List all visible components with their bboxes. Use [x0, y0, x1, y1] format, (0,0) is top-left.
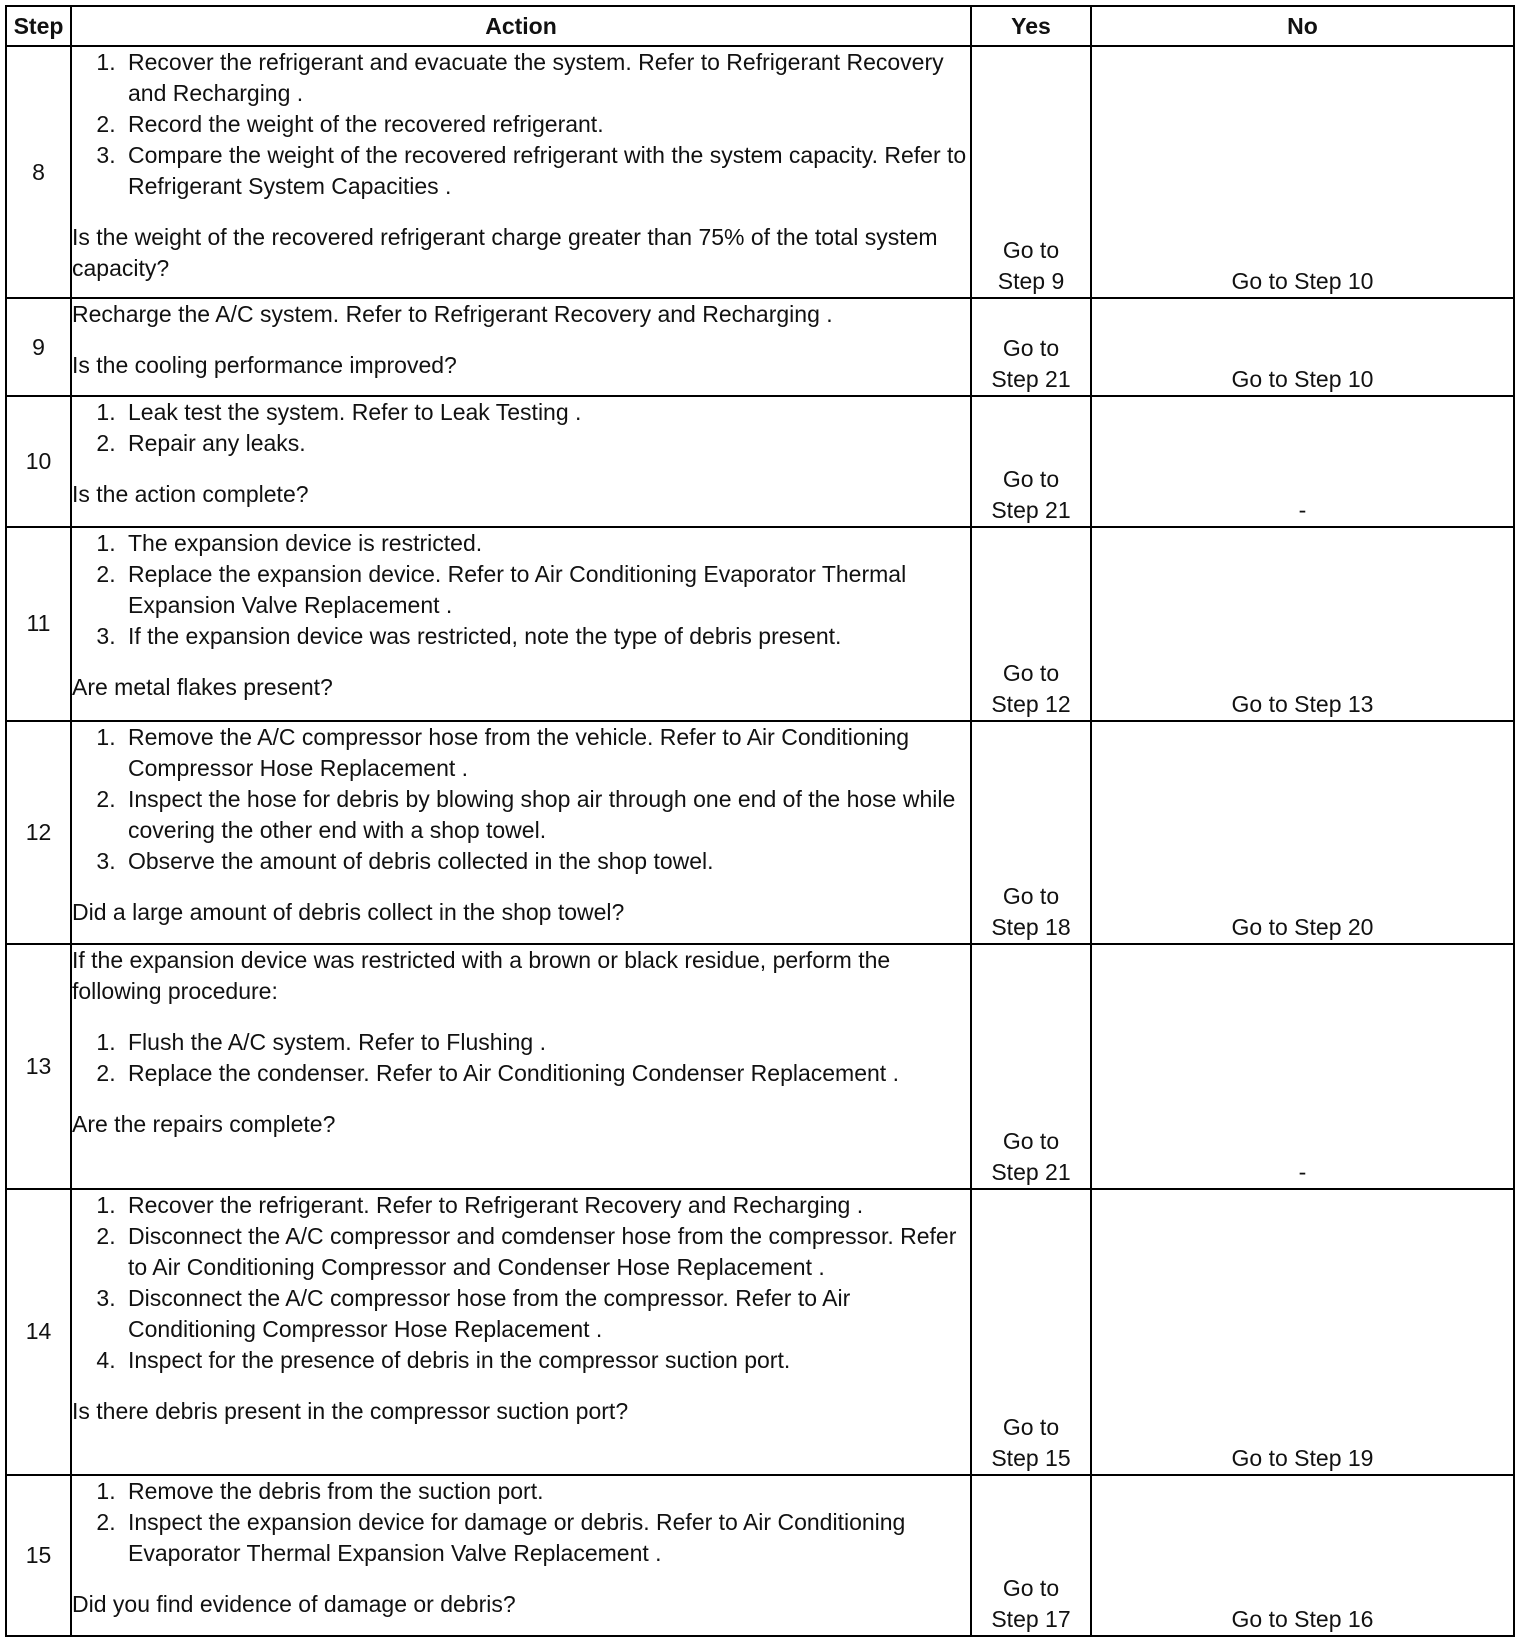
no-result: Go to Step 10 [1091, 298, 1514, 395]
action-step-item: 1. Remove the debris from the suction port. [122, 1476, 970, 1507]
action-steps-list [72, 1190, 970, 1376]
action-step-item: 2. Inspect the hose for debris by blowing shop air through one end of the hose while covering the other end with a shop towel. [122, 784, 970, 846]
step-number: 13 [6, 944, 71, 1189]
action-step-item: 2. Inspect the expansion device for damage or debris. Refer to Air Conditioning Evaporator Thermal Expansion Valve Replacement . [122, 1507, 970, 1569]
no-result: Go to Step 10 [1091, 46, 1514, 298]
action-step-item: 3. Observe the amount of debris collected in the shop towel. [122, 846, 970, 877]
action-steps-list [72, 1027, 970, 1089]
action-step-item: 1. Flush the A/C system. Refer to Flushing . [122, 1027, 970, 1058]
step-number: 15 [6, 1475, 71, 1636]
yes-cell [971, 527, 1091, 721]
action-question: Is the cooling performance improved? [72, 352, 457, 379]
table-body [6, 46, 1514, 1636]
table-row [6, 46, 1514, 298]
action-cell [71, 396, 971, 527]
table-row [6, 944, 1514, 1189]
step-number: 10 [6, 396, 71, 527]
action-cell [71, 721, 971, 944]
action-step-item: 4. Inspect for the presence of debris in the compressor suction port. [122, 1345, 970, 1376]
action-cell [71, 46, 971, 298]
action-steps-list [72, 47, 970, 202]
no-result: Go to Step 19 [1091, 1189, 1514, 1475]
action-step-item: 2. Record the weight of the recovered refrigerant. [122, 109, 970, 140]
action-question: Are metal flakes present? [72, 673, 333, 700]
action-cell [71, 1189, 971, 1475]
yes-result: Go to Step 12 [991, 659, 1071, 717]
no-result: - [1091, 944, 1514, 1189]
action-intro: Recharge the A/C system. Refer to Refrigerant Recovery and Recharging . [72, 301, 833, 328]
action-cell [71, 527, 971, 721]
action-step-item: 2. Disconnect the A/C compressor and comdenser hose from the compressor. Refer to Air Conditioning Compressor and Condenser Hose Replacement . [122, 1221, 970, 1283]
table-row [6, 396, 1514, 527]
yes-result: Go to Step 9 [997, 237, 1065, 295]
yes-cell [971, 721, 1091, 944]
action-step-item: 3. Compare the weight of the recovered refrigerant with the system capacity. Refer to Refrigerant System Capacities . [122, 140, 970, 202]
yes-cell [971, 46, 1091, 298]
action-cell [71, 1475, 971, 1636]
action-steps-list [72, 722, 970, 877]
table-row [6, 1189, 1514, 1475]
header-yes: Yes [971, 6, 1091, 46]
yes-result: Go to Step 15 [991, 1413, 1071, 1471]
table-row [6, 721, 1514, 944]
step-number: 14 [6, 1189, 71, 1475]
action-question: Is there debris present in the compressor suction port? [72, 1397, 629, 1424]
yes-cell [971, 298, 1091, 395]
yes-result: Go to Step 21 [991, 334, 1071, 392]
yes-cell [971, 1475, 1091, 1636]
step-number: 12 [6, 721, 71, 944]
no-result: Go to Step 16 [1091, 1475, 1514, 1636]
no-result: Go to Step 20 [1091, 721, 1514, 944]
action-cell [71, 944, 971, 1189]
yes-result: Go to Step 21 [991, 465, 1071, 523]
action-question: Did a large amount of debris collect in the shop towel? [72, 898, 625, 925]
table-row [6, 1475, 1514, 1636]
yes-result: Go to Step 17 [991, 1575, 1071, 1632]
action-step-item: 3. Disconnect the A/C compressor hose from the compressor. Refer to Air Conditioning Compressor Hose Replacement . [122, 1283, 970, 1345]
yes-result: Go to Step 18 [991, 882, 1071, 940]
action-step-item: 2. Replace the expansion device. Refer to Air Conditioning Evaporator Thermal Expansion Valve Replacement . [122, 559, 970, 621]
diagnostic-table [5, 5, 1515, 1637]
action-question: Did you find evidence of damage or debris? [72, 1590, 516, 1617]
header-step: Step [6, 6, 71, 46]
action-question: Are the repairs complete? [72, 1110, 336, 1137]
action-question: Is the weight of the recovered refrigerant charge greater than 75% of the total system capacity? [72, 224, 938, 281]
yes-cell [971, 944, 1091, 1189]
no-result: - [1091, 396, 1514, 527]
step-number: 9 [6, 298, 71, 395]
action-intro: If the expansion device was restricted with a brown or black residue, perform the following procedure: [72, 946, 891, 1004]
action-step-item: 1. The expansion device is restricted. [122, 528, 970, 559]
header-row [6, 6, 1514, 46]
action-step-item: 1. Leak test the system. Refer to Leak Testing . [122, 397, 970, 428]
action-step-item: 2. Replace the condenser. Refer to Air Conditioning Condenser Replacement . [122, 1058, 970, 1089]
action-step-item: 1. Recover the refrigerant and evacuate the system. Refer to Refrigerant Recovery and Recharging . [122, 47, 970, 109]
header-action: Action [71, 6, 971, 46]
action-steps-list [72, 397, 970, 459]
action-cell [71, 298, 971, 395]
yes-cell [971, 1189, 1091, 1475]
table-row [6, 298, 1514, 395]
action-step-item: 2. Repair any leaks. [122, 428, 970, 459]
action-steps-list [72, 528, 970, 652]
header-no: No [1091, 6, 1514, 46]
yes-cell [971, 396, 1091, 527]
action-step-item: 1. Remove the A/C compressor hose from the vehicle. Refer to Air Conditioning Compressor Hose Replacement . [122, 722, 970, 784]
step-number: 11 [6, 527, 71, 721]
action-question: Is the action complete? [72, 480, 309, 507]
yes-result: Go to Step 21 [991, 1127, 1071, 1185]
action-step-item: 1. Recover the refrigerant. Refer to Refrigerant Recovery and Recharging . [122, 1190, 970, 1221]
step-number: 8 [6, 46, 71, 298]
action-step-item: 3. If the expansion device was restricted, note the type of debris present. [122, 621, 970, 652]
action-steps-list [72, 1476, 970, 1569]
no-result: Go to Step 13 [1091, 527, 1514, 721]
table-row [6, 527, 1514, 721]
